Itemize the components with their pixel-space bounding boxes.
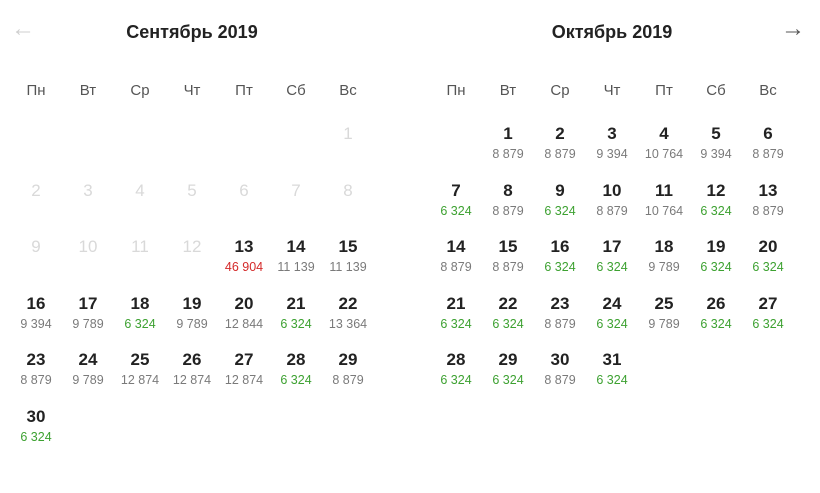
day-number: 6 [763, 124, 773, 143]
day-cell-disabled [10, 173, 62, 230]
day-price: 6 324 [440, 373, 472, 387]
day-cell[interactable] [322, 286, 374, 343]
weekday-label: Сб [286, 81, 306, 99]
day-number: 4 [659, 124, 669, 143]
weekday-label: Ср [550, 81, 570, 99]
empty-day-cell [114, 116, 166, 173]
day-number: 26 [706, 293, 726, 313]
day-cell[interactable] [638, 116, 690, 173]
day-cell[interactable] [270, 342, 322, 399]
day-number: 5 [711, 124, 721, 143]
day-price: 46 904 [224, 260, 264, 274]
day-number: 16 [550, 237, 570, 256]
day-price: 8 879 [492, 203, 524, 218]
day-number: 1 [343, 124, 353, 143]
day-cell[interactable] [10, 286, 62, 343]
day-number: 7 [451, 180, 461, 200]
weekday-label: Ср [130, 81, 150, 99]
day-cell[interactable] [586, 116, 638, 173]
month-title: Сентябрь 2019 [126, 22, 258, 42]
day-number: 23 [550, 293, 570, 313]
day-price: 8 879 [492, 147, 524, 161]
day-number: 22 [338, 293, 358, 313]
day-number: 8 [343, 180, 353, 200]
day-number: 30 [26, 406, 46, 426]
day-cell[interactable] [638, 286, 690, 343]
month-september [10, 0, 374, 455]
empty-day-cell [166, 116, 218, 173]
day-price: 11 139 [329, 260, 367, 274]
day-price: 8 879 [752, 203, 784, 218]
day-cell-disabled [270, 173, 322, 230]
day-number: 3 [607, 124, 617, 143]
day-cell[interactable] [482, 173, 534, 230]
weekday-label: Вс [339, 81, 357, 99]
weekday-label: Вт [79, 81, 97, 99]
day-number: 6 [239, 180, 249, 200]
day-cell-disabled [218, 173, 270, 230]
day-cell[interactable] [322, 229, 374, 286]
day-number: 2 [555, 124, 565, 143]
day-price: 6 324 [492, 373, 524, 387]
day-number: 22 [498, 293, 518, 313]
day-number: 30 [550, 350, 570, 369]
day-number: 19 [182, 293, 202, 313]
day-number: 14 [446, 237, 466, 256]
day-cell-disabled [114, 229, 166, 286]
day-cell[interactable] [114, 286, 166, 343]
day-cell[interactable] [534, 286, 586, 343]
empty-day-cell [218, 116, 270, 173]
day-number: 12 [706, 180, 726, 200]
day-cell[interactable] [482, 229, 534, 286]
day-price: 9 394 [20, 316, 52, 331]
day-cell-disabled [166, 173, 218, 230]
empty-day-cell [10, 116, 62, 173]
day-number: 31 [602, 350, 622, 369]
day-price: 11 139 [277, 260, 315, 274]
day-cell[interactable] [586, 286, 638, 343]
day-price: 6 324 [596, 373, 628, 387]
day-price: 9 789 [176, 316, 208, 331]
day-price: 6 324 [280, 373, 312, 387]
day-cell[interactable] [586, 229, 638, 286]
day-number: 2 [31, 180, 41, 200]
day-cell[interactable] [482, 286, 534, 343]
day-price: 6 324 [124, 316, 156, 331]
day-cell[interactable] [534, 342, 586, 399]
day-number: 15 [338, 237, 358, 256]
day-price: 9 789 [648, 316, 680, 331]
day-number: 7 [291, 180, 301, 200]
day-cell[interactable] [322, 342, 374, 399]
day-number: 3 [83, 180, 93, 200]
weekday-label: Вс [759, 81, 777, 99]
day-price: 8 879 [20, 373, 52, 387]
day-cell-disabled [10, 229, 62, 286]
day-number: 21 [286, 293, 306, 313]
day-number: 11 [131, 237, 149, 256]
day-price: 6 324 [596, 316, 628, 331]
day-number: 10 [602, 180, 622, 200]
day-number: 29 [338, 350, 358, 369]
day-cell[interactable] [534, 229, 586, 286]
day-price: 6 324 [440, 316, 472, 331]
day-cell-disabled [166, 229, 218, 286]
day-price: 6 324 [280, 316, 312, 331]
day-number: 8 [503, 180, 513, 200]
day-price: 8 879 [596, 203, 628, 218]
empty-day-cell [62, 116, 114, 173]
day-cell[interactable] [586, 173, 638, 230]
days-grid [10, 116, 374, 455]
day-number: 15 [498, 237, 518, 256]
month-october [430, 0, 794, 399]
day-price: 8 879 [544, 147, 576, 161]
next-month-arrow-icon[interactable]: → [781, 15, 805, 42]
day-price: 10 764 [644, 203, 684, 218]
day-cell[interactable] [62, 286, 114, 343]
day-price: 6 324 [440, 203, 472, 218]
day-number: 29 [498, 350, 518, 369]
day-number: 12 [182, 237, 202, 256]
day-cell[interactable] [690, 229, 742, 286]
day-price: 6 324 [20, 429, 52, 444]
day-number: 20 [234, 293, 254, 313]
day-cell[interactable] [166, 342, 218, 399]
day-cell[interactable] [270, 229, 322, 286]
day-price: 6 324 [752, 316, 784, 331]
day-number: 11 [655, 180, 673, 200]
day-number: 24 [78, 350, 98, 369]
day-number: 28 [446, 350, 466, 369]
day-cell-disabled [62, 229, 114, 286]
day-number: 17 [602, 237, 622, 256]
day-cell[interactable] [742, 173, 794, 230]
day-cell[interactable] [166, 286, 218, 343]
day-cell-disabled [114, 173, 166, 230]
day-cell[interactable] [218, 229, 270, 286]
day-cell[interactable] [690, 286, 742, 343]
prev-month-arrow-icon: ← [11, 15, 35, 42]
day-number: 4 [135, 180, 145, 200]
day-price: 12 874 [224, 373, 264, 387]
day-price: 6 324 [700, 260, 732, 274]
day-cell[interactable] [482, 116, 534, 173]
day-cell[interactable] [534, 116, 586, 173]
weekday-header [430, 64, 794, 116]
day-number: 25 [130, 350, 150, 369]
day-cell[interactable] [586, 342, 638, 399]
day-number: 27 [234, 350, 254, 369]
day-price: 6 324 [492, 316, 524, 331]
day-number: 13 [234, 237, 254, 256]
weekday-label: Чт [603, 81, 621, 99]
day-price: 8 879 [332, 373, 364, 387]
day-number: 28 [286, 350, 306, 369]
days-grid [430, 116, 794, 399]
day-price: 9 789 [72, 373, 104, 387]
day-cell[interactable] [10, 342, 62, 399]
weekday-label: Пн [446, 81, 466, 99]
day-cell[interactable] [10, 399, 62, 456]
day-number: 26 [182, 350, 202, 369]
day-cell[interactable] [690, 173, 742, 230]
day-price: 9 789 [648, 260, 680, 274]
day-number: 1 [503, 124, 513, 143]
day-number: 27 [758, 293, 778, 313]
day-cell[interactable] [218, 286, 270, 343]
day-price: 9 789 [72, 316, 104, 331]
weekday-label: Сб [706, 81, 726, 99]
day-price: 12 874 [172, 373, 212, 387]
day-number: 16 [26, 293, 46, 313]
month-title: Октябрь 2019 [551, 22, 673, 42]
day-cell-disabled [322, 173, 374, 230]
day-price: 12 844 [224, 316, 264, 331]
day-price: 9 394 [596, 147, 628, 161]
day-cell[interactable] [534, 173, 586, 230]
day-price: 12 874 [120, 373, 160, 387]
day-cell[interactable] [690, 116, 742, 173]
day-cell[interactable] [742, 116, 794, 173]
day-number: 23 [26, 350, 46, 369]
day-cell-disabled [62, 173, 114, 230]
day-number: 17 [78, 293, 98, 313]
day-number: 20 [758, 237, 778, 256]
day-price: 13 364 [328, 316, 368, 331]
day-cell[interactable] [218, 342, 270, 399]
day-number: 21 [446, 293, 466, 313]
day-cell[interactable] [638, 173, 690, 230]
weekday-header [10, 64, 374, 116]
day-cell[interactable] [430, 342, 482, 399]
day-price: 6 324 [544, 260, 576, 274]
day-number: 10 [78, 237, 98, 256]
day-number: 13 [758, 180, 778, 200]
day-cell[interactable] [430, 286, 482, 343]
day-cell[interactable] [482, 342, 534, 399]
day-price: 9 394 [700, 147, 732, 161]
weekday-label: Чт [183, 81, 201, 99]
day-price: 8 879 [544, 316, 576, 331]
day-number: 9 [555, 180, 565, 200]
day-price: 6 324 [596, 260, 628, 274]
day-cell[interactable] [430, 229, 482, 286]
day-cell[interactable] [270, 286, 322, 343]
weekday-label: Пн [26, 81, 46, 99]
empty-day-cell [430, 116, 482, 173]
day-price: 8 879 [544, 373, 576, 387]
day-cell-disabled [322, 116, 374, 173]
day-number: 19 [706, 237, 726, 256]
day-cell[interactable] [742, 286, 794, 343]
day-cell[interactable] [430, 173, 482, 230]
day-price: 8 879 [492, 260, 524, 274]
day-cell[interactable] [638, 229, 690, 286]
empty-day-cell [270, 116, 322, 173]
day-price: 6 324 [752, 260, 784, 274]
day-number: 18 [654, 237, 674, 256]
day-number: 18 [130, 293, 150, 313]
day-number: 5 [187, 180, 197, 200]
weekday-label: Вт [499, 81, 517, 99]
weekday-label: Пт [235, 81, 253, 99]
day-price: 6 324 [700, 316, 732, 331]
day-number: 9 [31, 237, 41, 256]
day-cell[interactable] [114, 342, 166, 399]
day-cell[interactable] [62, 342, 114, 399]
day-price: 8 879 [440, 260, 472, 274]
day-price: 10 764 [644, 147, 684, 161]
weekday-label: Пт [655, 81, 673, 99]
day-number: 24 [602, 293, 622, 313]
day-price: 6 324 [700, 203, 732, 218]
day-cell[interactable] [742, 229, 794, 286]
day-price: 6 324 [544, 203, 576, 218]
day-number: 25 [654, 293, 674, 313]
day-number: 14 [286, 237, 306, 256]
day-price: 8 879 [752, 147, 784, 161]
